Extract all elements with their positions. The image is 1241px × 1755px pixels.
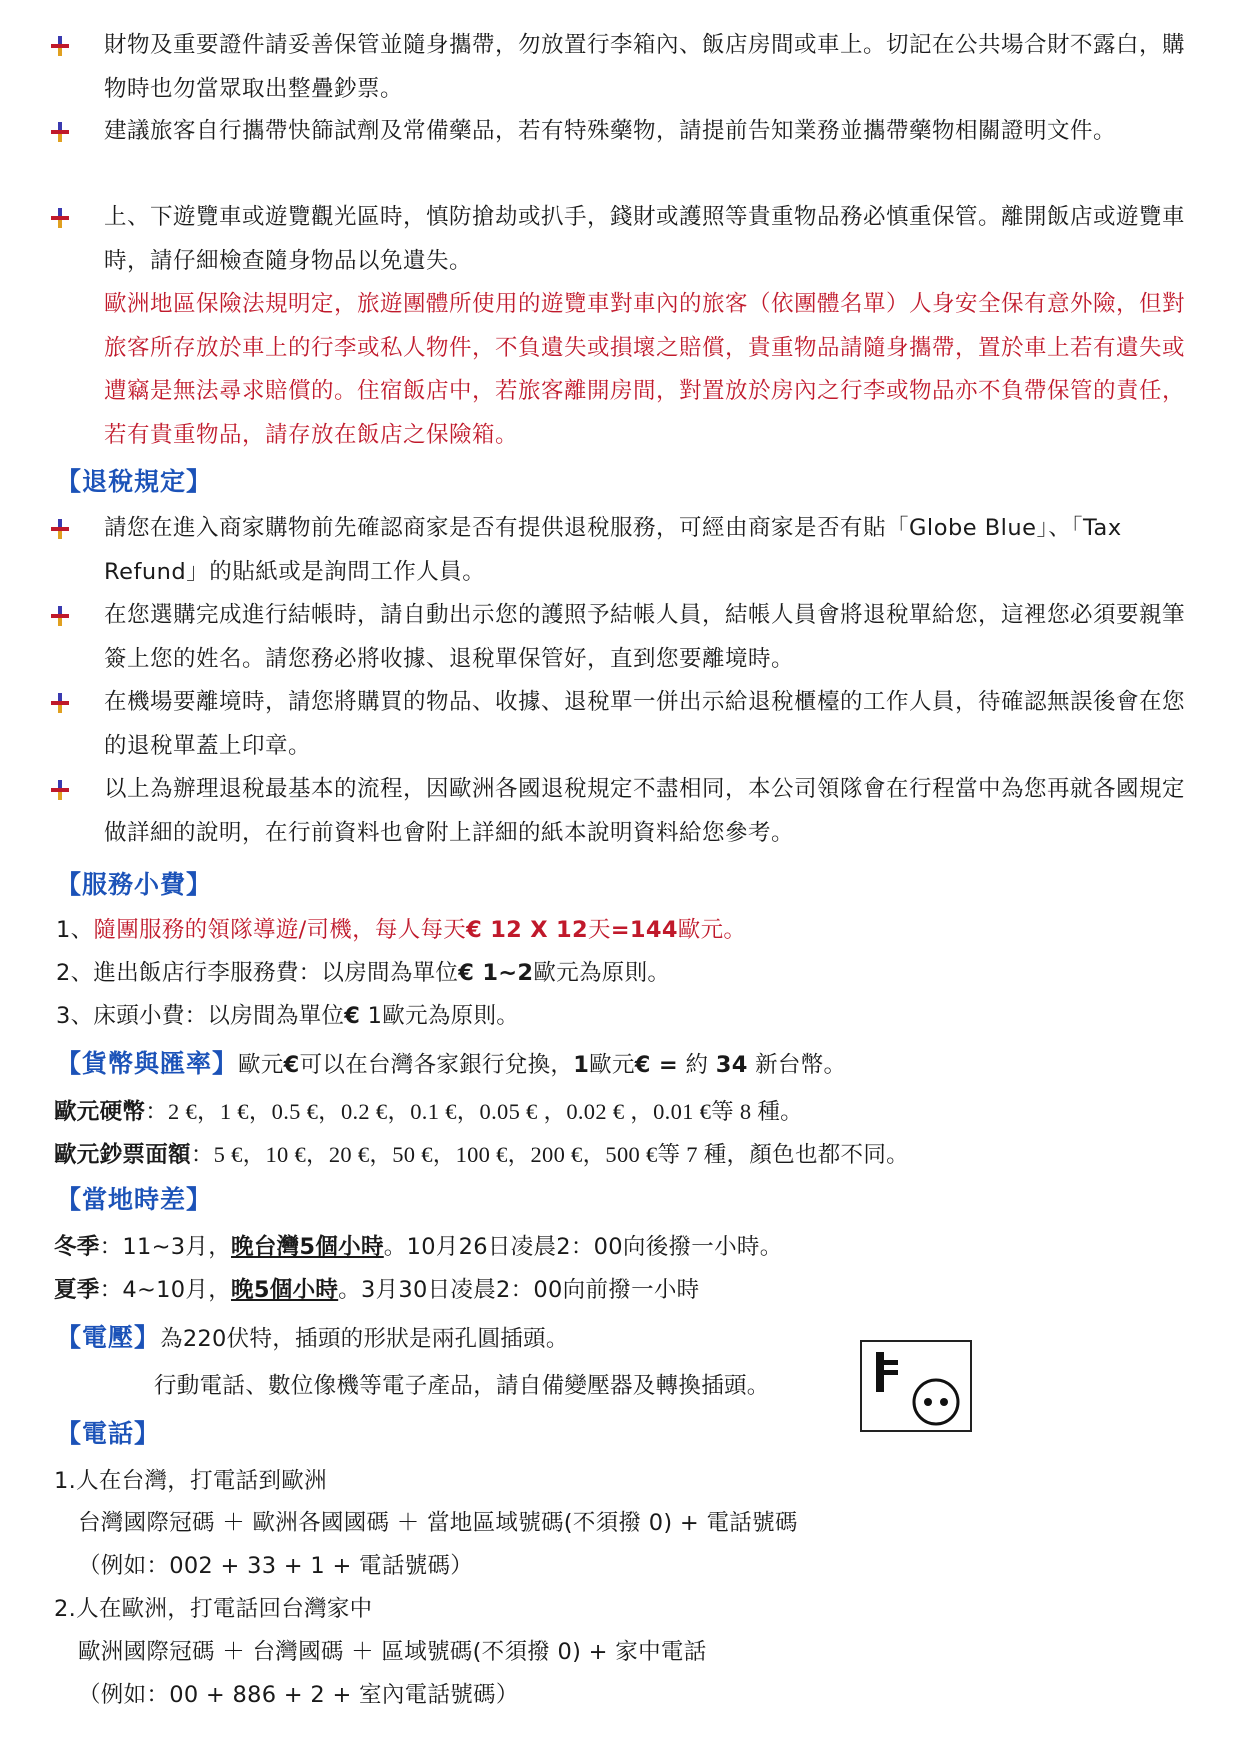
tip-text: 1歐元為原則。 <box>360 1003 520 1029</box>
currency-text: 約 <box>678 1052 716 1078</box>
plus-bullet-icon <box>50 517 70 541</box>
list-item-text: 建議旅客自行攜帶快篩試劑及常備藥品，若有特殊藥物，請提前告知業務並攜帶藥物相關證明文件。 <box>104 118 1117 144</box>
winter-label: 冬季 <box>54 1234 100 1260</box>
list-item-text: 在您選購完成進行結帳時，請自動出示您的護照予結帳人員，結帳人員會將退稅單給您，這裡您必須要親筆簽上您的姓名。請您務必將收據、退稅單保管好，直到您要離境時。 <box>104 602 1186 672</box>
section-heading-currency: 【貨幣與匯率】 <box>56 1049 239 1078</box>
coins-line <box>54 1092 803 1132</box>
voltage-line <box>56 1318 569 1359</box>
list-item-text: 以上為辦理退稅最基本的流程，因歐洲各國退稅規定不盡相同，本公司領隊會在行程當中為您再就各國規定做詳細的說明，在行前資料也會附上詳細的紙本說明資料給您參考。 <box>104 776 1186 846</box>
winter-text: ：11~3月， <box>99 1234 232 1260</box>
section-heading-time-difference: 【當地時差】 <box>56 1185 213 1214</box>
insurance-warning: 歐洲地區保險法規明定，旅遊團體所使用的遊覽車對車內的旅客（依團體名單）人身安全保有意外險，但對旅客所存放於車上的行李或私人物件，不負遺失或損壞之賠償，貴重物品請隨身攜帶，置於車上若有遺失或遭竊是無法尋求賠償的。住宿飯店中，若旅客離開房間，對置放於房內之行李或物品亦不負帶保管的責任，若有貴重物品，請存放在飯店之保險箱。 <box>104 291 1186 448</box>
plus-bullet-icon <box>50 778 70 802</box>
tip-amount: € <box>344 1003 361 1029</box>
list-item-text: 上、下遊覽車或遊覽觀光區時，慎防搶劫或扒手，錢財或護照等貴重物品務必慎重保管。離開飯店或遊覽車時，請仔細檢查隨身物品以免遺失。 <box>104 204 1186 274</box>
list-item-text: 請您在進入商家購物前先確認商家是否有提供退稅服務，可經由商家是否有貼「Globe Blue」、「Tax Refund」的貼紙或是詢問工作人員。 <box>104 515 1122 585</box>
plus-bullet-icon <box>50 206 70 230</box>
phone-case-title: 2.人在歐洲，打電話回台灣家中 <box>54 1596 373 1622</box>
summer-offset: 晚5個小時 <box>231 1277 339 1303</box>
voltage-advice: 行動電話、數位像機等電子產品，請自備變壓器及轉換插頭。 <box>154 1373 770 1399</box>
exchange-rate: 34 <box>715 1052 748 1078</box>
winter-line <box>54 1227 783 1267</box>
tip-text: 隨團服務的領隊導遊/司機，每人每天 <box>93 917 467 943</box>
tip-line-3 <box>56 996 519 1036</box>
summer-text: ：4~10月， <box>99 1277 232 1303</box>
summer-line <box>54 1270 699 1310</box>
tip-text: 歐元。 <box>677 917 747 943</box>
phone-case-title: 1.人在台灣，打電話到歐洲 <box>54 1468 327 1494</box>
notes-line <box>54 1135 909 1175</box>
section-heading-voltage: 【電壓】 <box>56 1323 161 1352</box>
coins-label: 歐元硬幣 <box>54 1099 146 1125</box>
phone-dial-example: （例如：002 + 33 + 1 + 電話號碼） <box>78 1553 474 1579</box>
tip-amount: € 1~2 <box>458 960 534 986</box>
plug-icon <box>860 1340 972 1432</box>
summer-label: 夏季 <box>54 1277 100 1303</box>
tip-text: 床頭小費：以房間為單位 <box>93 1003 345 1029</box>
summer-text: 。3月30日凌晨2：00向前撥一小時 <box>338 1277 700 1303</box>
currency-text: 歐元 <box>589 1052 635 1078</box>
currency-text: 可以在台灣各家銀行兌換， <box>299 1052 574 1078</box>
plus-bullet-icon <box>50 120 70 144</box>
plus-bullet-icon <box>50 34 70 58</box>
banknotes-value: ：5 €，10 €，20 €，50 €，100 €，200 €，500 €等 7 種，顏色也都不同。 <box>190 1142 909 1167</box>
voltage-text: 為220伏特，插頭的形狀是兩孔圓插頭。 <box>160 1326 569 1352</box>
plus-bullet-icon <box>50 691 70 715</box>
winter-text: 。10月26日凌晨2：00向後撥一小時。 <box>383 1234 783 1260</box>
euro-symbol: € <box>283 1052 300 1078</box>
list-item-text: 在機場要離境時，請您將購買的物品、收據、退稅單一併出示給退稅櫃檯的工作人員，待確認無誤後會在您的退稅單蓋上印章。 <box>104 689 1186 759</box>
tip-text: 天 <box>587 917 611 943</box>
tip-number: 1、 <box>56 917 94 943</box>
phone-dial-formula: 歐洲國際冠碼 ＋ 台灣國碼 ＋ 區域號碼(不須撥 0) + 家中電話 <box>78 1639 707 1665</box>
currency-text: 歐元 <box>238 1052 284 1078</box>
tip-text: 歐元為原則。 <box>533 960 671 986</box>
phone-dial-formula: 台灣國際冠碼 ＋ 歐洲各國國碼 ＋ 當地區域號碼(不須撥 0) + 電話號碼 <box>78 1510 798 1536</box>
tip-total: =144 <box>610 917 678 943</box>
section-heading-tips: 【服務小費】 <box>56 870 213 899</box>
section-heading-phone: 【電話】 <box>56 1419 161 1448</box>
coins-value: ：2 €，1 €，0.5 €，0.2 €，0.1 €，0.05 € ，0.02 € ，0.01 €等 8 種。 <box>145 1099 803 1124</box>
tip-line-1 <box>56 910 746 950</box>
currency-line <box>56 1044 846 1085</box>
euro-symbol: € = <box>634 1052 679 1078</box>
section-heading-tax-refund: 【退稅規定】 <box>56 467 213 496</box>
banknotes-label: 歐元鈔票面額 <box>54 1142 191 1168</box>
plus-bullet-icon <box>50 604 70 628</box>
tip-line-2 <box>56 953 670 993</box>
tip-number: 3、 <box>56 1003 94 1029</box>
phone-dial-example: （例如：00 + 886 + 2 + 室內電話號碼） <box>78 1682 519 1708</box>
tip-number: 2、 <box>56 960 94 986</box>
tip-text: 進出飯店行李服務費：以房間為單位 <box>93 960 459 986</box>
tip-amount: € 12 X 12 <box>466 917 588 943</box>
currency-text: 新台幣。 <box>747 1052 847 1078</box>
list-item-text: 財物及重要證件請妥善保管並隨身攜帶，勿放置行李箱內、飯店房間或車上。切記在公共場合財不露白，購物時也勿當眾取出整疊鈔票。 <box>104 32 1186 102</box>
winter-offset: 晚台灣5個小時 <box>231 1234 384 1260</box>
currency-number: 1 <box>573 1052 590 1078</box>
